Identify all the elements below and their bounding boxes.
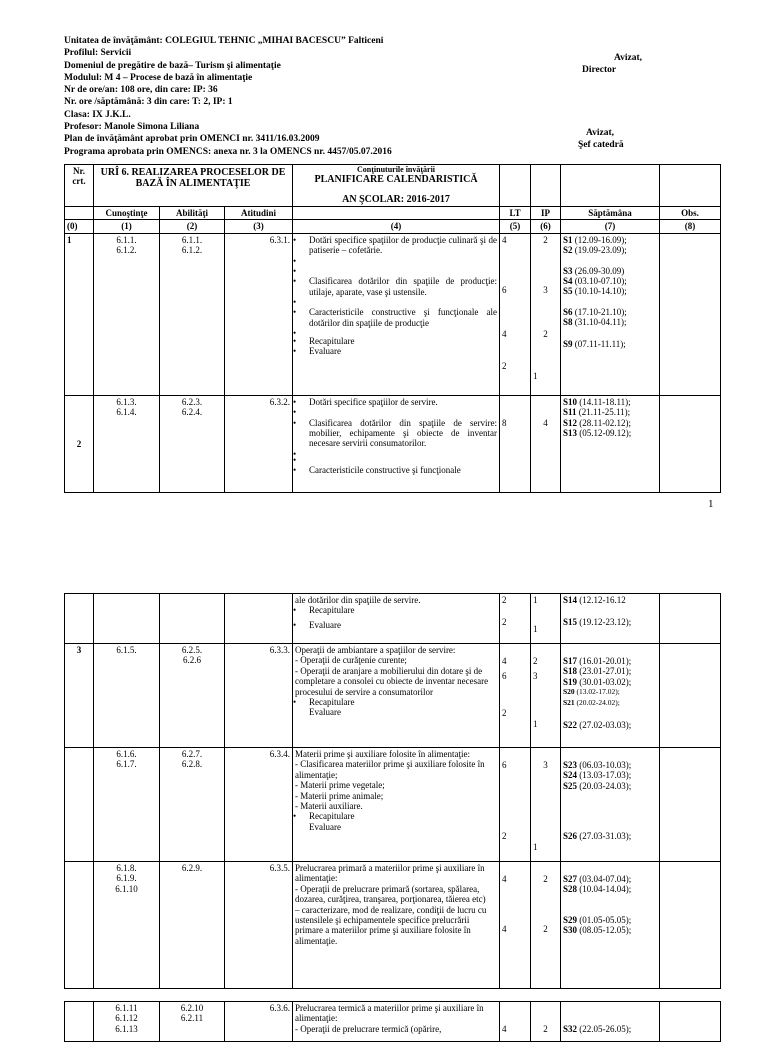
saptamana-cell: S32 (22.05-26.05);: [561, 1002, 660, 1042]
table-row: [65, 862, 721, 989]
atitudini-cell: 6.3.4.: [225, 748, 293, 862]
row-number: 1: [65, 233, 94, 395]
col-number: (5): [500, 220, 531, 233]
lt-cell: 4: [500, 1002, 531, 1042]
header-lt: LT: [500, 207, 531, 220]
header-line: Unitatea de învăţământ: COLEGIUL TEHNIC „MIHAI BACESCU” Falticeni: [64, 36, 384, 46]
lt-cell: 4 4: [500, 862, 531, 989]
list-item: • Evaluare: [295, 346, 497, 356]
header-empty: [293, 207, 500, 220]
lt-cell: 8: [500, 395, 531, 492]
saptamana-cell: S17 (16.01-20.01); S18 (23.01-27.01); S19 (30.01-03.02); S20 (13.02-17.02); S21 (20.02-24.02); S22 (27.02-03.03);: [561, 644, 660, 748]
header-empty: [660, 165, 721, 207]
cunostinte-cell: 6.1.1. 6.1.2.: [94, 233, 160, 395]
ip-cell: 2 3 2 1: [531, 233, 561, 395]
avizat-director-label: Avizat,: [614, 53, 643, 63]
content-line: - Operaţii de aranjare a mobilierului din dotare şi de completare a consolei cu obiecte de inventar necesare procesului de servire a consumatorilor: [295, 665, 489, 697]
list-item: • Dotări specifice spaţiilor de servire.: [295, 397, 497, 407]
cunostinte-cell: 6.1.3. 6.1.4.: [94, 395, 160, 492]
content-line: Evaluare: [309, 821, 341, 832]
col-number: (7): [561, 220, 660, 233]
ip-cell: 2: [531, 1002, 561, 1042]
obs-cell: [660, 748, 721, 862]
continut-cell: [293, 594, 500, 644]
header-line: Nr. ore /săptămână: 3 din care: T: 2, IP: 1: [64, 97, 233, 108]
saptamana-cell: S10 (14.11-18.11); S11 (21.11-25.11); S12 (28.11-02.12); S13 (05.12-09.12);: [561, 395, 660, 492]
obs-cell: [660, 594, 721, 644]
atitudini-cell: 6.3.2.: [225, 395, 293, 492]
obs-cell: [660, 395, 721, 492]
list-item: • Recapitulare: [295, 697, 497, 707]
abilitati-cell: 6.2.10 6.2.11: [160, 1002, 225, 1042]
header-line: Clasa: IX J.K.L.: [64, 109, 131, 120]
atitudini-cell: 6.3.1.: [225, 233, 293, 395]
atitudini-cell: 6.3.6.: [225, 1002, 293, 1042]
header-empty: [500, 165, 531, 207]
cunostinte-cell: 6.1.6. 6.1.7.: [94, 748, 160, 862]
header-uri: URÎ 6. REALIZAREA PROCESELOR DE BAZĂ ÎN ALIMENTAŢIE: [94, 165, 293, 207]
list-item: [295, 455, 497, 465]
header-cunostinte: Cunoştinţe: [94, 207, 160, 220]
table-row: [65, 594, 721, 644]
planning-table-page1: [64, 164, 721, 493]
continuation-text: ale dotărilor din spaţiile de servire.: [295, 595, 421, 605]
col-number: (8): [660, 220, 721, 233]
content-line: - Materii auxiliare.: [295, 801, 363, 812]
content-line: Operaţii de ambiantare a spaţiilor de servire:: [295, 645, 456, 655]
header-empty: [561, 165, 660, 207]
atitudini-cell: [225, 594, 293, 644]
ip-cell: 2 2: [531, 862, 561, 989]
content-line: - Materii prime animale;: [295, 790, 384, 801]
saptamana-cell: S1 (12.09-16.09); S2 (19.09-23.09); S3 (26.09-30.09) S4 (03.10-07.10); S5 (10.10-14.10); S6 (17.10-21.10); S8 (31.10-04.11); S9 (07.11-11.11);: [561, 233, 660, 395]
col-number: (3): [225, 220, 293, 233]
col-number: (0): [65, 220, 94, 233]
header-line: Profilul: Servicii: [64, 48, 132, 59]
content-line: Prelucrarea primară a materiilor prime şi auxiliare în alimentaţie:: [295, 863, 485, 884]
lt-cell: 4 6 4 2: [500, 233, 531, 395]
continut-cell: [293, 1002, 500, 1042]
content-line: - Materii prime vegetale;: [295, 780, 385, 791]
col-number: (4): [293, 220, 500, 233]
page-number: 1: [708, 498, 714, 510]
continut-cell: [293, 395, 500, 492]
ip-cell: 2 3 1: [531, 644, 561, 748]
content-line: Materii prime şi auxiliare folosite în alimentaţie:: [295, 749, 470, 759]
planning-table-page2-tail: [64, 1001, 721, 1042]
cunostinte-cell: 6.1.8. 6.1.9. 6.1.10: [94, 862, 160, 989]
obs-cell: [660, 644, 721, 748]
row-number: 3: [65, 644, 94, 748]
content-line: - Operaţii de curăţenie curente;: [295, 655, 407, 666]
an-scolar: AN ŞCOLAR: 2016-2017: [342, 194, 450, 205]
cunostinte-cell: 6.1.11 6.1.12 6.1.13: [94, 1002, 160, 1042]
planificare-title: PLANIFICARE CALENDARISTICĂ: [314, 174, 478, 185]
list-item: • Dotări specifice spaţiilor de producţie culinară şi de patiserie – cofetărie.: [295, 235, 497, 256]
abilitati-cell: [160, 594, 225, 644]
header-saptamana: Săptămâna: [561, 207, 660, 220]
cunostinte-cell: [94, 594, 160, 644]
continut-cell: [293, 748, 500, 862]
list-item: • Caracteristicile constructive şi funcţionale ale dotărilor din spaţiile de producţie: [295, 307, 497, 328]
header-empty: [531, 165, 561, 207]
header-ip: IP: [531, 207, 561, 220]
table-row: [65, 395, 721, 492]
director-label: Director: [582, 65, 617, 75]
planning-table-page2: [64, 593, 721, 999]
row-number: 2: [65, 395, 94, 492]
content-line: - Clasificarea materiilor prime şi auxiliare folosite în alimentaţie;: [295, 759, 485, 780]
obs-cell: [660, 233, 721, 395]
abilitati-cell: 6.1.1. 6.1.2.: [160, 233, 225, 395]
header-obs: Obs.: [660, 207, 721, 220]
table-row: [65, 644, 721, 748]
list-item: • Evaluare: [295, 620, 497, 630]
header-atitudini: Atitudini: [225, 207, 293, 220]
content-line: - Operaţii de prelucrare primară (sortarea, spălarea, dozarea, curăţirea, tranşarea, porţionarea, tăierea etc): [295, 883, 486, 905]
header-line: Nr de ore/an: 108 ore, din care: IP: 36: [64, 85, 218, 96]
table-row: [65, 748, 721, 862]
header-line: Plan de învăţământ aprobat prin OMENCI nr. 3411/16.03.2009: [64, 134, 320, 145]
row-number: [65, 862, 94, 989]
content-line: Prelucrarea termică a materiilor prime şi auxiliare în alimentaţie:: [295, 1003, 484, 1024]
ip-cell: 3 1: [531, 748, 561, 862]
content-line: - Operaţii de prelucrare termică (opărire,: [295, 1023, 442, 1034]
header-line: Modulul: M 4 – Procese de bază în alimentaţie: [64, 72, 253, 83]
lt-cell: 6 2: [500, 748, 531, 862]
list-item: • Clasificarea dotărilor din spaţiile de producţie: utilaje, aparate, vase şi ustensile.: [295, 276, 497, 297]
ip-cell: 1 1: [531, 594, 561, 644]
abilitati-cell: 6.2.3. 6.2.4.: [160, 395, 225, 492]
list-item: • Caracteristicile constructive şi funcţionale: [295, 465, 497, 475]
list-item: • Clasificarea dotărilor din spaţiile de servire: mobilier, echipamente şi obiecte de inventar necesare servirii consumatorilor.: [295, 418, 497, 449]
obs-cell: [660, 1002, 721, 1042]
col-number: (1): [94, 220, 160, 233]
continut-cell: [293, 862, 500, 989]
list-item: [295, 266, 497, 276]
header-abilitati: Abilităţi: [160, 207, 225, 220]
content-line: Evaluare: [309, 707, 341, 718]
continut-cell: [293, 233, 500, 395]
list-item: • Recapitulare: [295, 811, 497, 821]
obs-cell: [660, 862, 721, 989]
header-planificare: [293, 165, 500, 207]
sef-catedra-label: Şef catedră: [578, 140, 624, 150]
header-line: Domeniul de pregătire de bază– Turism şi alimentaţie: [64, 60, 281, 71]
lt-cell: 2 2: [500, 594, 531, 644]
lt-cell: 4 6 2: [500, 644, 531, 748]
list-item: • Recapitulare: [295, 336, 497, 346]
row-number: [65, 1002, 94, 1042]
saptamana-cell: S23 (06.03-10.03); S24 (13.03-17.03); S25 (20.03-24.03); S26 (27.03-31.03);: [561, 748, 660, 862]
abilitati-cell: 6.2.5. 6.2.6: [160, 644, 225, 748]
ip-cell: 4: [531, 395, 561, 492]
row-number: [65, 594, 94, 644]
list-item: [295, 407, 497, 417]
abilitati-cell: 6.2.9.: [160, 862, 225, 989]
header-line: Profesor: Manole Simona Liliana: [64, 122, 200, 133]
atitudini-cell: 6.3.3.: [225, 644, 293, 748]
atitudini-cell: 6.3.5.: [225, 862, 293, 989]
list-item: [295, 256, 497, 266]
continut-cell: [293, 644, 500, 748]
abilitati-cell: 6.2.7. 6.2.8.: [160, 748, 225, 862]
content-line: – caracterizare, mod de realizare, condiţii de lucru cu ustensilele şi echipamentele specifice prelucrării primare a materiilor prime şi auxiliare folosite în alimentaţie.: [295, 904, 487, 946]
row-number: [65, 748, 94, 862]
saptamana-cell: S14 (12.12-16.12 S15 (19.12-23.12);: [561, 594, 660, 644]
saptamana-cell: S27 (03.04-07.04); S28 (10.04-14.04); S29 (01.05-05.05); S30 (08.05-12.05);: [561, 862, 660, 989]
list-item: • Recapitulare: [295, 605, 497, 615]
col-number: (6): [531, 220, 561, 233]
table-row: [65, 1002, 721, 1042]
avizat-sef-label: Avizat,: [586, 128, 615, 138]
cunostinte-cell: 6.1.5.: [94, 644, 160, 748]
continuturi-overlay: Conţinuturile învăţării: [357, 165, 436, 174]
header-empty: [65, 207, 94, 220]
header-line: Programa aprobata prin OMENCS: anexa nr. 3 la OMENCS nr. 4457/05.07.2016: [64, 146, 392, 157]
table-row: [65, 233, 721, 395]
header-nr: Nr. crt.: [65, 165, 94, 207]
col-number: (2): [160, 220, 225, 233]
